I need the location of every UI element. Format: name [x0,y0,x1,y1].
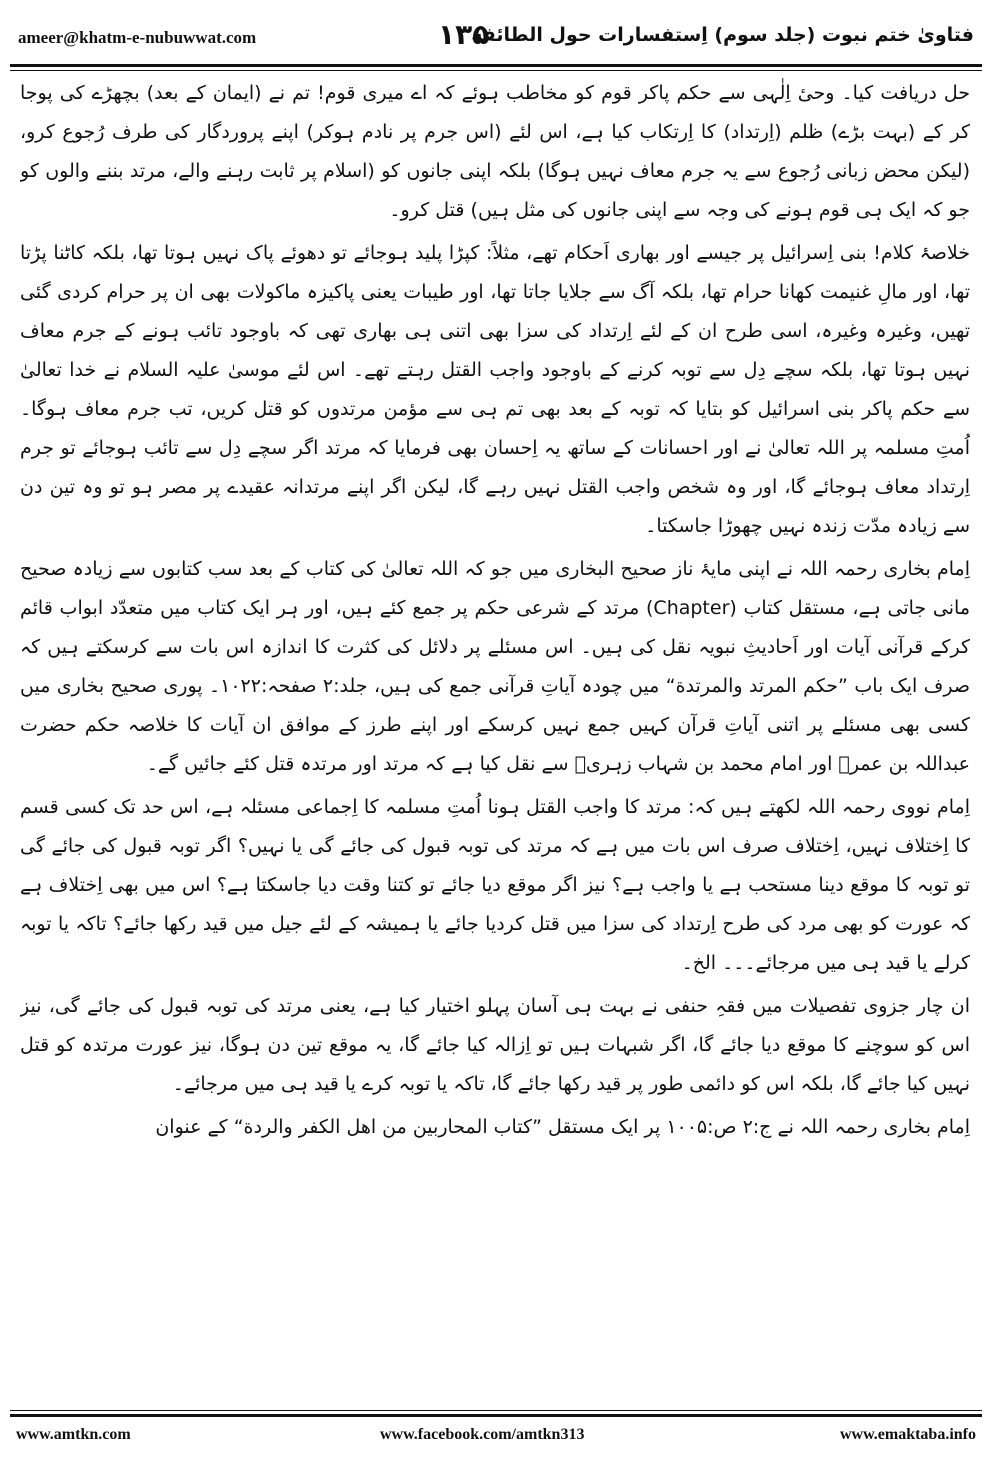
paragraph: اِمام بخاری رحمہ اللہ نے ج:۲ ص:۱۰۰۵ پر ایک مستقل ”کتاب المحاربین من اھل الکفر والردة“ کے عنوان [155,1116,970,1138]
body-text [20,74,970,1394]
page-number: ۱۳۵ [438,18,490,51]
footer-link-amtkn: www.amtkn.com [16,1426,131,1443]
footer-link-emaktaba: www.emaktaba.info [839,1426,976,1443]
paragraph: خلاصۂ کلام! بنی اِسرائیل پر جیسے اور بھاری اَحکام تھے، مثلاً: کپڑا پلید ہوجائے تو دھوئے پاک نہیں ہوتا تھا، بلکہ کاٹنا پڑتا تھا، اور مالِ غنیمت کھانا حرام تھا، بلکہ آگ سے جلایا جاتا تھا، اور طیبات یعنی پاکیزہ ماکولات بھی ان پر حرام کردی گئی تھیں، وغیرہ وغیرہ، اسی طرح ان کے لئے اِرتداد کی سزا بھی اتنی ہی بھاری تھی کہ باوجود تائب ہونے کے جرم معاف نہیں ہوتا تھا، بلکہ سچے دِل سے توبہ کرنے کے باوجود واجب القتل رہتے تھے۔ اس لئے موسیٰ علیہ السلام نے خدا تعالیٰ سے حکم پاکر بنی اسرائیل کو بتایا کہ توبہ کے بعد بھی تم ہی سے مؤمن مرتدوں کو قتل کریں، تب جرم معاف ہوگا۔ اُمتِ مسلمہ پر اللہ تعالیٰ نے اور احسانات کے ساتھ یہ اِحسان بھی فرمایا کہ مرتد اگر سچے دِل سے تائب ہوجائے تو جرم اِرتداد معاف ہوجائے گا، اور وہ شخص واجب القتل نہیں رہے گا، لیکن اگر اپنے مرتدانہ عقیدے پر مصر ہو تو وہ تین دن سے زیادہ مدّت زندہ نہیں چھوڑا جاسکتا۔ [20,242,970,537]
page-footer [10,1424,982,1450]
header-divider [10,64,982,71]
paragraph: حل دریافت کیا۔ وحیٔ اِلٰہی سے حکم پاکر قوم کو مخاطب ہوئے کہ اے میری قوم! تم نے (ایمان کے بعد) بچھڑے کی پوجا کر کے (بہت بڑے) ظلم (اِرتداد) کا اِرتکاب کیا ہے، اس لئے (اس جرم پر نادم ہوکر) اپنے پروردگار کی طرف رُجوع کرو، (لیکن محض زبانی رُجوع سے یہ جرم معاف نہیں ہوگا) بلکہ اپنی جانوں کو (اسلام پر ثابت رہنے والے، مرتد بننے والوں کو جو کہ ایک ہی قوم ہونے کی وجہ سے اپنی جانوں کی مثل ہیں) قتل کرو۔ [20,82,970,221]
header-email: ameer@khatm-e-nubuwwat.com [18,28,257,47]
paragraph: ان چار جزوی تفصیلات میں فقہِ حنفی نے بہت ہی آسان پہلو اختیار کیا ہے، یعنی مرتد کی توبہ قبول کی جائے گی، نیز اس کو سوچنے کا موقع دیا جائے گا، اگر شبہات ہیں تو اِزالہ کیا جائے گا، یہ موقع تین دن ہوگا، نیز عورت مرتدہ کو قتل نہیں کیا جائے گا، بلکہ اس کو دائمی طور پر قید رکھا جائے گا، تاکہ یا توبہ کرے یا قید ہی میں مرجائے۔ [20,995,970,1095]
page-header [10,18,980,58]
book-title: فتاویٰ ختم نبوت (جلد سوم) اِستفسارات حول الطائفة [471,24,974,46]
footer-link-facebook: www.facebook.com/amtkn313 [380,1426,585,1443]
footer-divider [10,1410,982,1417]
paragraph: اِمام نووی رحمہ اللہ لکھتے ہیں کہ: مرتد کا واجب القتل ہونا اُمتِ مسلمہ کا اِجماعی مسئلہ ہے، اس حد تک کسی قسم کا اِختلاف نہیں، اِختلاف صرف اس بات میں ہے کہ مرتد کی توبہ قبول کی جائے گی یا نہیں؟ اگر توبہ قبول کی جائے گی تو توبہ کا موقع دینا مستحب ہے یا واجب ہے؟ نیز اگر موقع دیا جائے تو کتنا وقت دیا جاسکتا ہے؟ اس میں بھی اِختلاف ہے کہ عورت کو بھی مرد کی طرح اِرتداد کی سزا میں قتل کردیا جائے یا ہمیشہ کے لئے جیل میں قید رکھا جائے؟ تاکہ یا توبہ کرلے یا قید ہی میں مرجائے۔۔۔ الخ۔ [20,796,970,974]
paragraph: اِمام بخاری رحمہ اللہ نے اپنی مایۂ ناز صحیح البخاری میں جو کہ اللہ تعالیٰ کی کتاب کے بعد سب کتابوں سے زیادہ صحیح مانی جاتی ہے، مستقل کتاب (Chapter) مرتد کے شرعی حکم پر جمع کئے ہیں، اور ہر ایک کتاب میں متعدّد ابواب قائم کرکے قرآنی آیات اور اَحادیثِ نبویہ نقل کی ہیں۔ اس مسئلے پر دلائل کی کثرت کا اندازہ اس بات سے کرسکتے ہیں کہ صرف ایک باب ”حکم المرتد والمرتدة“ میں چودہ آیاتِ قرآنی جمع کی ہیں، جلد:۲ صفحہ:۱۰۲۲۔ پوری صحیح بخاری میں کسی بھی مسئلے پر اتنی آیاتِ قرآن کہیں جمع نہیں کرسکے اور اپنے طرز کے موافق ان آیات کا خلاصہ حکم حضرت عبداللہ بن عمرؓ اور امام محمد بن شہاب زہریؒ سے نقل کیا ہے کہ مرتد اور مرتدہ قتل کئے جائیں گے۔ [20,558,970,775]
